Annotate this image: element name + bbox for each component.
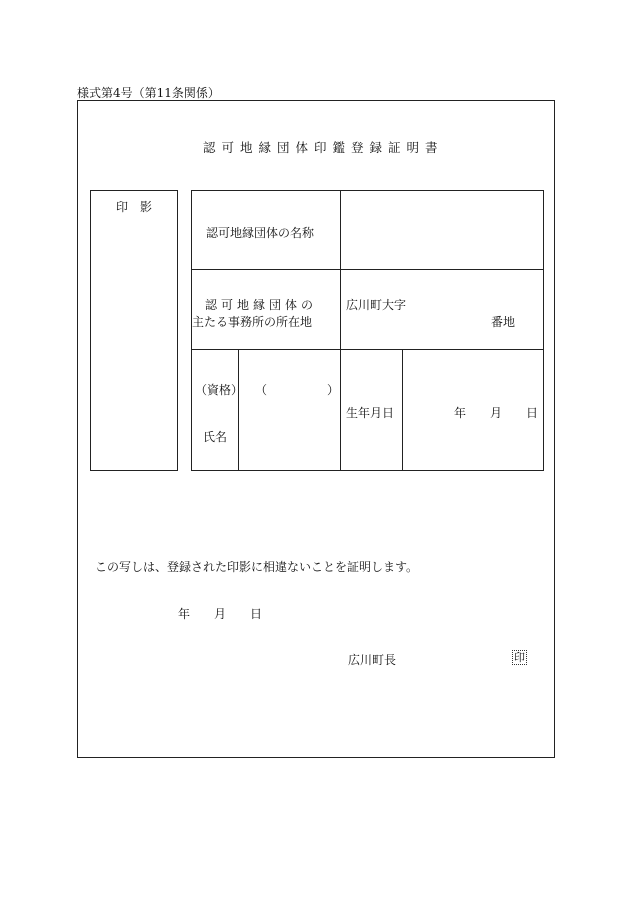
address-label-line2: 主たる事務所の所在地 — [192, 315, 313, 329]
person-name-label: 氏名 — [203, 430, 228, 444]
document-title: 認可地縁団体印鑑登録証明書 — [203, 140, 444, 155]
qualification-label: （資格） — [195, 383, 244, 397]
official-seal-mark: 印 — [514, 651, 525, 664]
address-suffix: 番地 — [491, 315, 516, 329]
seal-impression-box — [90, 190, 178, 471]
birth-day-unit: 日 — [526, 406, 539, 420]
birthdate-label: 生年月日 — [346, 406, 395, 420]
certification-text: この写しは、登録された印影に相違ないことを証明します。 — [95, 560, 419, 574]
group-name-label: 認可地縁団体の名称 — [206, 226, 315, 240]
table-column-divider — [340, 190, 341, 471]
seal-impression-label: 印 影 — [116, 200, 153, 214]
cert-year-unit: 年 — [178, 607, 191, 621]
table-row-divider — [191, 269, 544, 270]
birth-year-unit: 年 — [454, 406, 467, 420]
cert-day-unit: 日 — [250, 607, 263, 621]
table-column-divider — [238, 349, 239, 471]
issuer-name: 広川町長 — [348, 653, 397, 667]
birth-month-unit: 月 — [490, 406, 503, 420]
address-label-line1: 認可地縁団体の — [205, 298, 318, 312]
cert-month-unit: 月 — [214, 607, 227, 621]
form-label: 様式第4号（第11条関係） — [77, 86, 220, 100]
qualification-parens: （ ） — [255, 383, 340, 397]
table-row-divider — [191, 349, 544, 350]
table-column-divider — [402, 349, 403, 471]
address-prefix: 広川町大字 — [346, 298, 407, 312]
